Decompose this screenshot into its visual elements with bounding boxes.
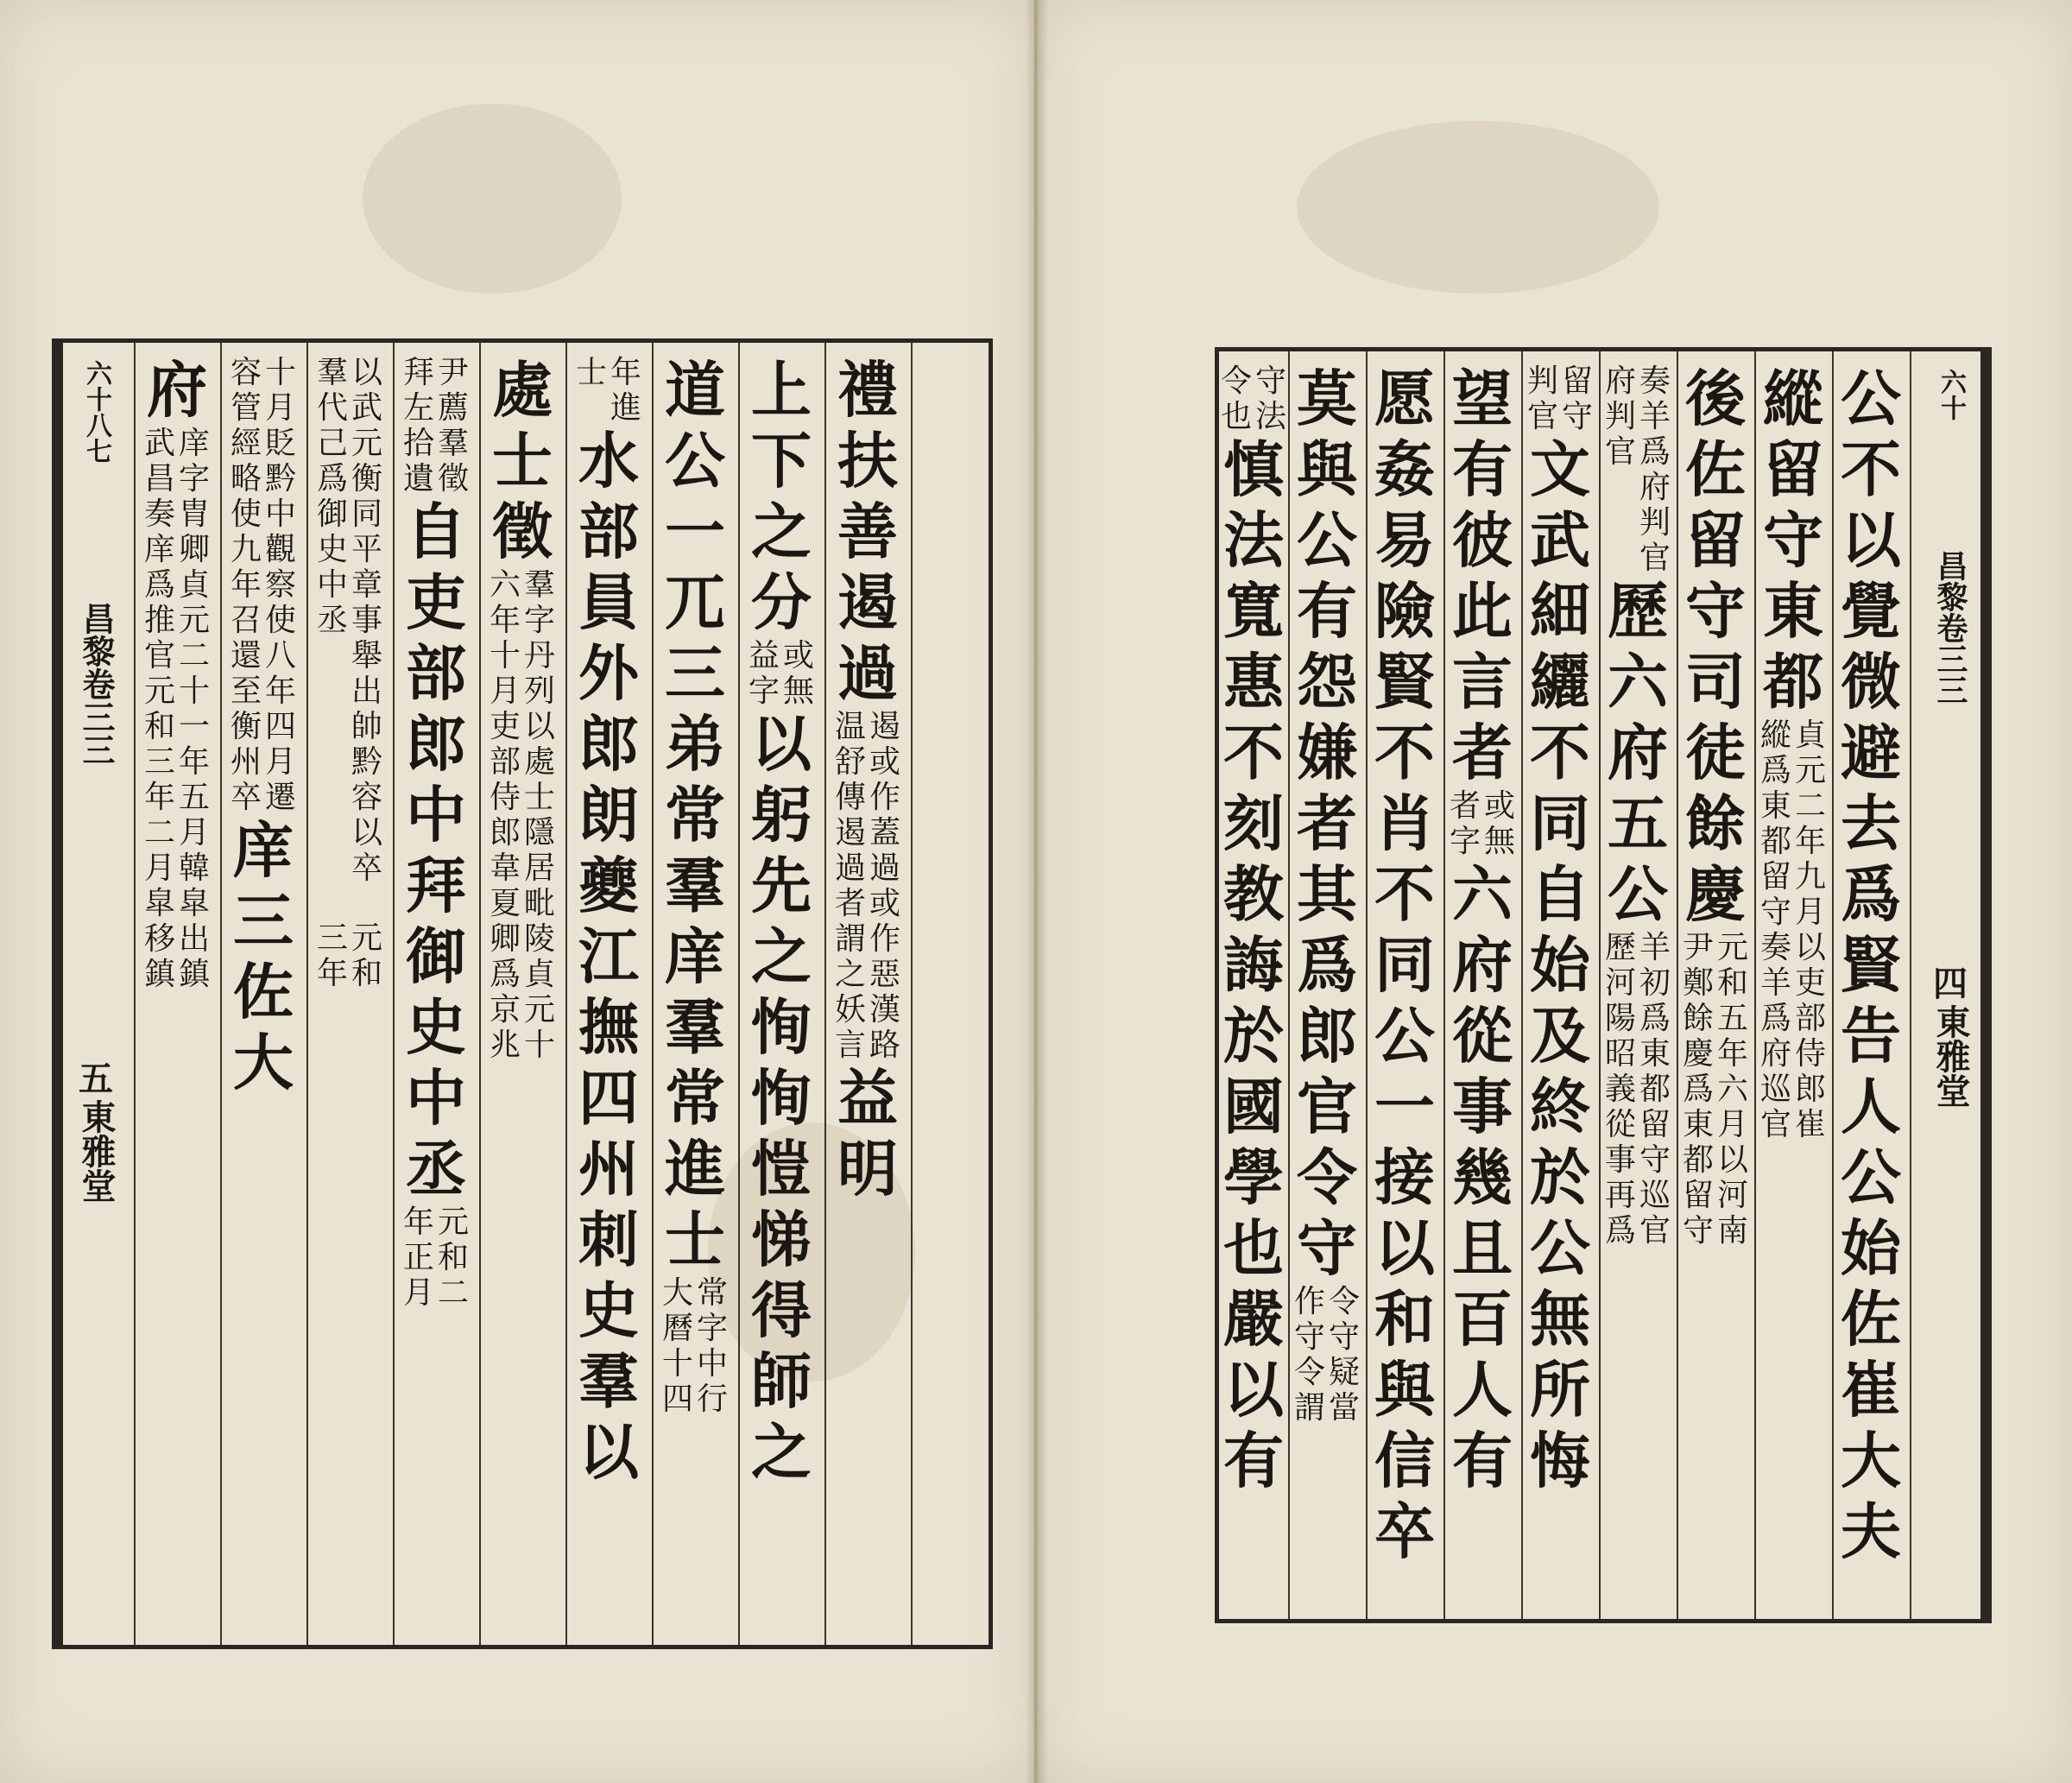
text-column: 後 佐 留 守 司 徒 餘 慶 元 和 五 年 六 月 以 河 南 尹 鄭 餘 慶 爲 東 都 留 守 (1682, 363, 1749, 1249)
text-column: 處 士 徵 羣 字 丹 列 以 處 士 隱 居 毗 陵 貞 元 十 六 年 十 月 吏 部 侍 郎 韋 夏 卿 爲 京 兆 (489, 354, 556, 1063)
text-column: 府 庠 字 胄 卿 貞 元 二 十 一 年 五 月 韓 皐 出 鎮 武 昌 奏 庠 爲 推 官 元 和 三 年 二 月 皐 移 鎮 (143, 354, 211, 992)
margin-number: 六十 (1936, 369, 1966, 420)
column-rule (1910, 351, 1911, 1619)
text-column: 尹 薦 羣 徵 拜 左 拾 遺 自 吏 部 郎 中 拜 御 史 中 丞 元 和 二 年 正 月 (402, 355, 470, 1311)
right-text-frame (1215, 347, 1992, 1623)
text-column: 莫 與 公 有 怨 嫌 者 其 爲 郎 官 令 守 令 守 疑 當 作 守 令 謂 (1293, 363, 1361, 1426)
text-column: 愿 姦 易 險 賢 不 肖 不 同 公 一 接 以 和 與 信 卒 (1374, 363, 1435, 1567)
margin-border (56, 343, 63, 1645)
paper-stain (1297, 121, 1659, 294)
margin-title: 昌黎卷三三 (77, 602, 116, 766)
right-page (1036, 0, 2072, 1783)
text-column: 禮 扶 善 遏 過 遏 或 作 蓋 過 或 作 惡 漢 路 温 舒 傳 遏 過 者 謂 之 妖 言 益 明 (834, 354, 901, 1204)
text-column: 年 進 士 水 部 員 外 郎 朗 夔 江 撫 四 州 刺 史 羣 以 (575, 355, 642, 1488)
text-column: 奏 羊 爲 府 判 官 府 判 官 歷 六 府 五 公 羊 初 爲 東 都 留 守 巡 官 歷 河 陽 昭 義 從 事 再 爲 (1604, 364, 1671, 1249)
text-column: 公 不 以 覺 微 避 去 爲 賢 告 人 公 始 佐 崔 大 夫 (1841, 363, 1901, 1567)
text-column: 留 守 判 官 文 武 細 纚 不 同 自 始 及 終 於 公 無 所 悔 (1526, 364, 1594, 1496)
left-text-frame (52, 338, 993, 1649)
margin-hall-name: 東雅堂 (76, 1099, 117, 1203)
text-column: 望 有 彼 此 言 者 或 無 者 字 六 府 從 事 幾 且 百 人 有 (1449, 363, 1516, 1496)
text-column: 以 武 元 衡 同 平 章 事 舉 出 帥 黔 容 以 卒 羣 代 己 爲 御 史 中 丞 元 和 三 年 (316, 355, 383, 991)
margin-border (1980, 351, 1987, 1619)
text-column: 道 公 一 兀 三 弟 常 羣 庠 羣 常 進 士 常 字 中 行 大 曆 十 四 (661, 354, 729, 1417)
text-column: 十 月 貶 黔 中 觀 察 使 八 年 四 月 遷 容 管 經 略 使 九 年 召 還 至 衡 州 卒 庠 三 佐 大 (230, 355, 297, 1098)
paper-stain (363, 104, 622, 294)
text-column: 縱 留 守 東 都 貞 元 二 年 九 月 以 吏 部 侍 郎 崔 縱 爲 東 都 留 守 奏 羊 爲 府 巡 官 (1759, 363, 1827, 1142)
margin-page-number: 四 (1933, 964, 1968, 1004)
main-text: 禮 扶 善 遏 過 (837, 354, 898, 709)
margin-title: 昌黎卷三三 (1932, 550, 1968, 705)
margin-hall-name: 東雅堂 (1930, 1004, 1971, 1108)
margin-column (70, 360, 122, 1203)
margin-number: 六十八七 (81, 360, 111, 464)
margin-page-number: 五 (79, 1059, 113, 1099)
commentary: 遏 或 作 蓋 過 或 作 惡 漢 路 温 舒 傳 遏 過 者 謂 之 妖 言 (834, 709, 901, 1063)
margin-column (1920, 369, 1980, 1108)
text-column: 守 法 令 也 慎 法 寬 惠 不 刻 教 誨 於 國 學 也 嚴 以 有 (1220, 364, 1287, 1496)
text-column: 上 下 之 分 或 無 益 字 以 躬 先 之 恂 恂 愷 悌 得 師 之 (748, 354, 815, 1488)
book-gutter (1026, 0, 1048, 1783)
column-rule (911, 343, 913, 1645)
